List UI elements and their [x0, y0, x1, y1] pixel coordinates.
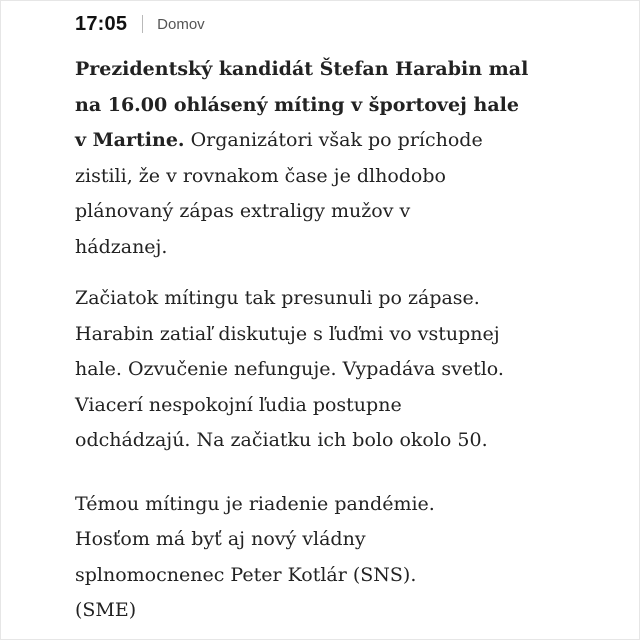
text-line: zistili, že v rovnakom čase je dlhodobo [75, 164, 446, 187]
lead-line-3-bold: v Martine. [75, 129, 185, 151]
paragraph-1 [75, 52, 595, 265]
paragraph-2 [75, 281, 595, 459]
text-line: Viacerí nespokojní ľudia postupne [75, 393, 402, 416]
text-line: hádzanej. [75, 235, 168, 258]
text-line: odchádzajú. Na začiatku ich bolo okolo 50. [75, 429, 488, 451]
paragraph-3 [75, 487, 595, 629]
lead-line-2: na 16.00 ohlásený míting v športovej hale [75, 93, 519, 116]
lead-line-3-rest: Organizátori však po príchode [184, 129, 483, 151]
article-header [75, 10, 205, 38]
source-credit: (SME) [75, 599, 137, 621]
section-link-domov[interactable]: Domov [157, 15, 205, 33]
text-line: Harabin zatiaľ diskutuje s ľuďmi vo vstupnej [75, 322, 500, 345]
publish-time: 17:05 [75, 12, 128, 35]
text-line: hale. Ozvučenie nefunguje. Vypadáva svetlo. [75, 358, 504, 380]
text-line: plánovaný zápas extraligy mužov v [75, 200, 411, 222]
text-line: Začiatok mítingu tak presunuli po zápase. [75, 287, 480, 309]
text-line: Hosťom má byť aj nový vládny [75, 528, 366, 550]
text-line: splnomocnenec Peter Kotlár (SNS). [75, 563, 417, 586]
text-line: Témou mítingu je riadenie pandémie. [75, 492, 435, 515]
lead-line-1: Prezidentský kandidát Štefan Harabin mal [75, 58, 529, 80]
lead-line-3 [75, 123, 595, 159]
article-body [75, 52, 595, 629]
header-divider [142, 15, 143, 33]
